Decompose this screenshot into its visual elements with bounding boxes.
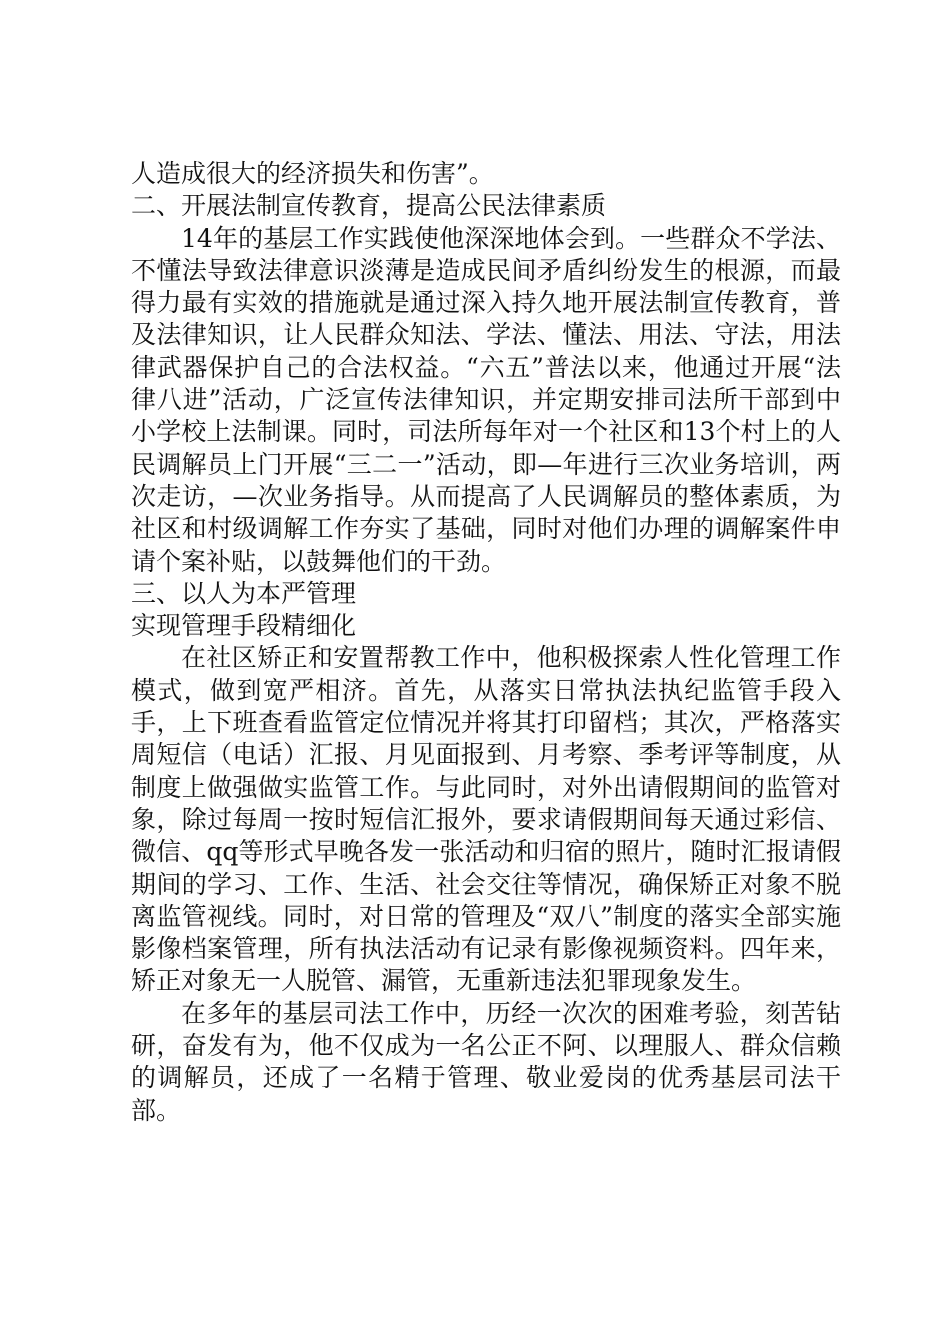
paragraph-conclusion: 在多年的基层司法工作中，历经一次次的困难考验，刻苦钻研，奋发有为，他不仅成为一名公正不阿、以理服人、群众信赖的调解员，还成了一名精于管理、敬业爱岗的优秀基层司法干部。 [131,998,841,1125]
section-subheading-3: 实现管理手段精细化 [131,611,357,641]
paragraph-continuation: 人造成很大的经济损失和伤害”。 [131,159,494,188]
section-heading-3: 三、以人为本严管理 [131,578,357,608]
document-body [131,158,841,1127]
section-heading-2: 二、开展法制宣传教育，提高公民法律素质 [131,191,607,221]
paragraph-community-correction: 在社区矫正和安置帮教工作中，他积极探索人性化管理工作模式，做到宽严相济。首先，从落实日常执法执纪监管手段入手，上下班查看监管定位情况并将其打印留档；其次，严格落实周短信（电话）汇报、月见面报到、月考察、季考评等制度，从制度上做强做实监管工作。与此同时，对外出请假期间的监管对象，除过每周一按时短信汇报外，要求请假期间每天通过彩信、微信、qq等形式早晚各发一张活动和归宿的照片，随时汇报请假期间的学习、工作、生活、社会交往等情况，确保矫正对象不脱离监管视线。同时，对日常的管理及“双八”制度的落实全部实施影像档案管理，所有执法活动有记录有影像视频资料。四年来，矫正对象无一人脱管、漏管，无重新违法犯罪现象发生。 [131,643,841,996]
paragraph-legal-education: 14年的基层工作实践使他深深地体会到。一些群众不学法、不懂法导致法律意识淡薄是造成民间矛盾纠纷发生的根源，而最得力最有实效的措施就是通过深入持久地开展法制宣传教育，普及法律知识，让人民群众知法、学法、懂法、用法、守法，用法律武器保护自己的合法权益。“六五”普法以来，他通过开展“法律八进”活动，广泛宣传法律知识，并定期安排司法所干部到中小学校上法制课。同时，司法所每年对一个社区和13个村上的人民调解员上门开展“三二一”活动，即—年进行三次业务培训，两次走访，—次业务指导。从而提高了人民调解员的整体素质，为社区和村级调解工作夯实了基础，同时对他们办理的调解案件申请个案补贴，以鼓舞他们的干劲。 [131,223,841,576]
